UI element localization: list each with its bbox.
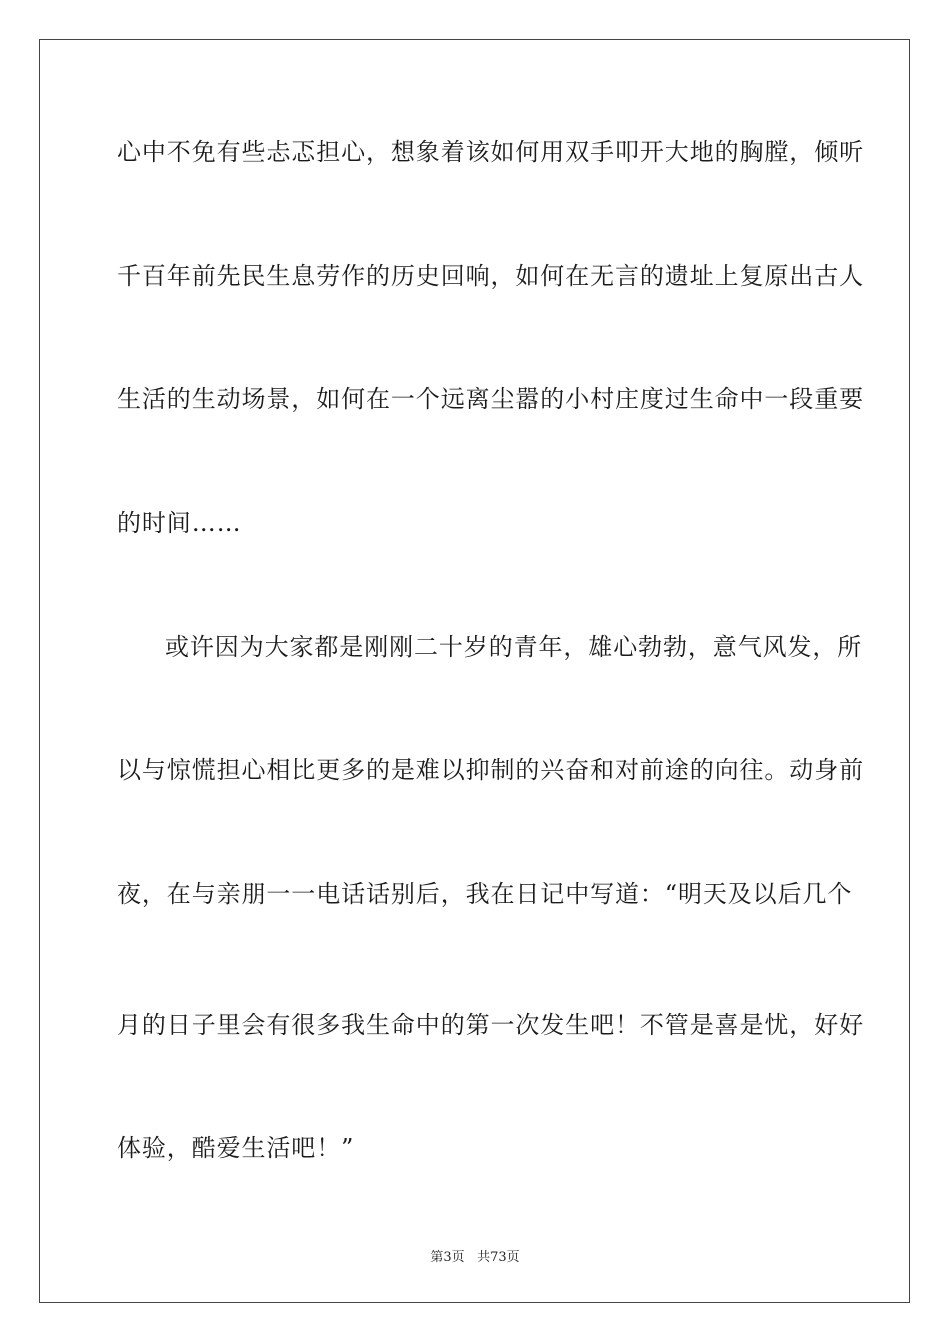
page-border <box>39 39 910 1303</box>
text-line-1: 心中不免有些忐忑担心，想象着该如何用双手叩开大地的胸膛，倾听 <box>117 138 864 166</box>
page-total: 共73页 <box>477 1250 520 1265</box>
text-line-6: 以与惊慌担心相比更多的是难以抑制的兴奋和对前途的向往。动身前 <box>117 756 864 784</box>
paragraph-start-line: 或许因为大家都是刚刚二十岁的青年，雄心勃勃，意气风发，所 <box>165 633 863 661</box>
text-line-3: 生活的生动场景，如何在一个远离尘嚣的小村庄度过生命中一段重要 <box>117 385 864 413</box>
text-line-2: 千百年前先民生息劳作的历史回响，如何在无言的遗址上复原出古人 <box>117 262 864 290</box>
text-line-8: 月的日子里会有很多我生命中的第一次发生吧！不管是喜是忧，好好 <box>117 1011 864 1039</box>
page-footer <box>0 1250 950 1266</box>
text-line-4: 的时间…… <box>117 509 242 537</box>
page-number: 第3页 <box>430 1250 465 1265</box>
text-line-9: 体验，酷爱生活吧！” <box>117 1134 355 1162</box>
text-line-7: 夜，在与亲朋一一电话话别后，我在日记中写道：“明天及以后几个 <box>117 880 853 908</box>
